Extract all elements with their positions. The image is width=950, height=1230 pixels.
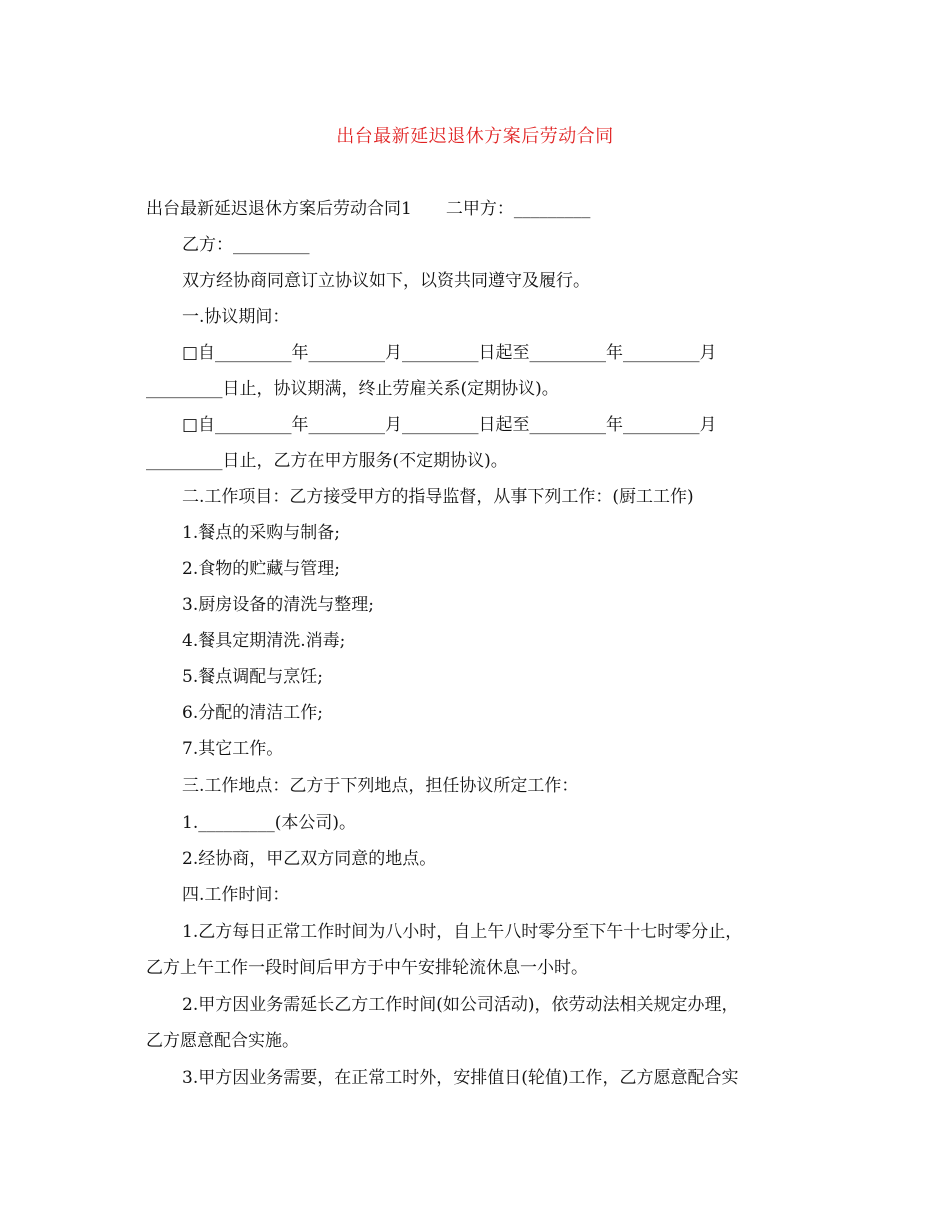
- section-heading-location: 三.工作地点：乙方于下列地点，担任协议所定工作：: [182, 776, 579, 796]
- agreement-preamble: 双方经协商同意订立协议如下，以资共同遵守及履行。: [182, 271, 590, 291]
- work-item: 1.餐点的采购与制备;: [182, 523, 340, 543]
- hours-clause-3-line1: 3.甲方因业务需要，在正常工时外，安排值日(轮值)工作，乙方愿意配合实: [182, 1068, 739, 1088]
- period-option-open-line1: □自_________年_________月_________日起至_________年_________月: [182, 415, 717, 435]
- contract-intro-line: 出台最新延迟退休方案后劳动合同1 二甲方：_________: [146, 199, 591, 219]
- section-heading-work-items: 二.工作项目：乙方接受甲方的指导监督，从事下列工作：(厨工工作): [182, 487, 694, 507]
- location-item: 1._________(本公司)。: [182, 813, 356, 833]
- hours-clause-1-line1: 1.乙方每日正常工作时间为八小时，自上午八时零分至下午十七时零分止，: [182, 922, 743, 942]
- section-heading-period: 一.协议期间：: [182, 307, 290, 327]
- hours-clause-2-line2: 乙方愿意配合实施。: [146, 1031, 299, 1051]
- location-item: 2.经协商，甲乙双方同意的地点。: [182, 849, 437, 869]
- section-heading-hours: 四.工作时间：: [182, 885, 290, 905]
- hours-clause-2-line1: 2.甲方因业务需延长乙方工作时间(如公司活动)，依劳动法相关规定办理，: [182, 995, 739, 1015]
- work-item: 5.餐点调配与烹饪;: [182, 667, 323, 687]
- work-item: 2.食物的贮藏与管理;: [182, 559, 340, 579]
- work-item: 7.其它工作。: [182, 739, 284, 759]
- work-item: 3.厨房设备的清洗与整理;: [182, 595, 374, 615]
- work-item: 6.分配的清洁工作;: [182, 703, 323, 723]
- hours-clause-1-line2: 乙方上午工作一段时间后甲方于中午安排轮流休息一小时。: [146, 958, 588, 978]
- period-option-fixed-line1: □自_________年_________月_________日起至_________年_________月: [182, 343, 717, 363]
- work-item: 4.餐具定期清洗.消毒;: [182, 631, 346, 651]
- party-b-line: 乙方：_________: [182, 235, 310, 255]
- document-title: 出台最新延迟退休方案后劳动合同: [336, 126, 614, 147]
- period-option-fixed-line2: _________日止，协议期满，终止劳雇关系(定期协议)。: [146, 379, 559, 399]
- period-option-open-line2: _________日止，乙方在甲方服务(不定期协议)。: [146, 451, 508, 471]
